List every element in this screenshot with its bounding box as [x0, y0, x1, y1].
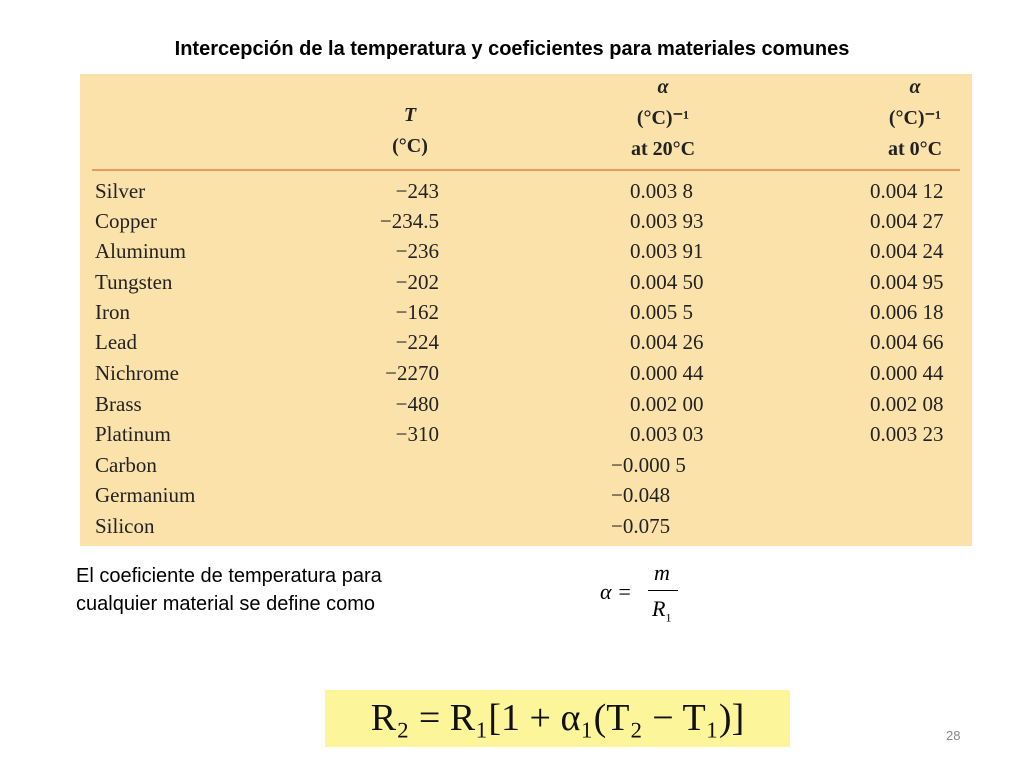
- alpha-0-value: 0.004 12: [870, 179, 944, 203]
- header-t: [370, 100, 450, 162]
- alpha-20-value: 0.005 5: [630, 300, 693, 324]
- material-name: Platinum: [95, 422, 171, 446]
- material-name: Aluminum: [95, 239, 187, 263]
- table-row: [80, 480, 972, 510]
- material-name: Lead: [95, 330, 137, 354]
- material-name: Brass: [95, 392, 142, 416]
- alpha-20-value: 0.003 03: [630, 422, 704, 446]
- header-alpha-0-cond: at 0°C: [887, 138, 943, 160]
- header-t-unit: (°C): [392, 135, 428, 157]
- resistance-equation: R₂ = R₁[1 + α₁(T₂ − T₁)]: [325, 690, 790, 747]
- material-name: Nichrome: [95, 361, 179, 385]
- alpha-0-value: 0.004 24: [870, 239, 944, 263]
- alpha-20-value: 0.003 8: [630, 179, 693, 203]
- material-name: Copper: [95, 209, 157, 233]
- header-alpha-0-unit: (°C)⁻¹: [888, 107, 942, 129]
- header-alpha-20-unit: (°C)⁻¹: [636, 107, 690, 129]
- temperature-value: −162: [395, 300, 439, 324]
- material-name: Carbon: [95, 453, 157, 477]
- alpha-0-value: 0.000 44: [870, 361, 944, 385]
- table-row: [80, 450, 972, 480]
- alpha-20-value: −0.075: [611, 514, 671, 538]
- table-row: [80, 267, 972, 297]
- table-row: [80, 206, 972, 236]
- header-t-symbol: T: [403, 104, 417, 126]
- alpha-0-value: 0.006 18: [870, 300, 944, 324]
- material-name: Silver: [95, 179, 146, 203]
- formula-denominator-symbol: R: [652, 596, 666, 621]
- header-divider: [92, 169, 960, 171]
- fraction-bar: [648, 590, 678, 591]
- formula-numerator: m: [654, 560, 670, 585]
- header-alpha-0-symbol: α: [909, 76, 921, 98]
- header-alpha-20-symbol: α: [657, 76, 669, 98]
- alpha-0-value: 0.003 23: [870, 422, 944, 446]
- table-row: [80, 419, 972, 449]
- alpha-definition-formula: [598, 560, 688, 630]
- material-name: Tungsten: [95, 270, 173, 294]
- table-row: [80, 236, 972, 266]
- header-alpha-0: [860, 72, 970, 165]
- alpha-0-value: 0.004 27: [870, 209, 944, 233]
- material-name: Iron: [95, 300, 130, 324]
- temperature-value: −480: [395, 392, 439, 416]
- alpha-20-value: 0.003 91: [630, 239, 704, 263]
- alpha-20-value: 0.002 00: [630, 392, 704, 416]
- alpha-20-value: 0.003 93: [630, 209, 704, 233]
- page-number: 28: [946, 728, 961, 743]
- definition-text: [76, 562, 382, 618]
- table-row: [80, 389, 972, 419]
- temperature-value: −310: [395, 422, 439, 446]
- slide-title: Intercepción de la temperatura y coeficientes para materiales comunes: [174, 38, 850, 60]
- temperature-value: −236: [395, 239, 439, 263]
- table-row: [80, 297, 972, 327]
- coefficients-table: [80, 74, 972, 546]
- header-alpha-20: [598, 72, 728, 165]
- definition-line-1: El coeficiente de temperatura para: [76, 565, 382, 587]
- alpha-0-value: 0.004 66: [870, 330, 944, 354]
- alpha-0-value: 0.002 08: [870, 392, 944, 416]
- alpha-20-value: −0.000 5: [611, 453, 686, 477]
- table-row: [80, 176, 972, 206]
- alpha-20-value: −0.048: [611, 483, 671, 507]
- alpha-20-value: 0.000 44: [630, 361, 704, 385]
- alpha-20-value: 0.004 50: [630, 270, 704, 294]
- table-row: [80, 327, 972, 357]
- table-row: [80, 358, 972, 388]
- formula-lhs: α =: [600, 579, 632, 604]
- material-name: Germanium: [95, 483, 196, 507]
- material-name: Silicon: [95, 514, 155, 538]
- alpha-20-value: 0.004 26: [630, 330, 704, 354]
- temperature-value: −243: [395, 179, 439, 203]
- formula-denominator-sub: 1: [665, 610, 672, 625]
- alpha-0-value: 0.004 95: [870, 270, 944, 294]
- temperature-value: −2270: [385, 361, 439, 385]
- temperature-value: −224: [395, 330, 439, 354]
- temperature-value: −202: [395, 270, 439, 294]
- temperature-value: −234.5: [379, 209, 439, 233]
- formula-denominator: [652, 596, 671, 625]
- header-alpha-20-cond: at 20°C: [630, 138, 696, 160]
- table-row: [80, 511, 972, 541]
- definition-line-2: cualquier material se define como: [76, 593, 376, 615]
